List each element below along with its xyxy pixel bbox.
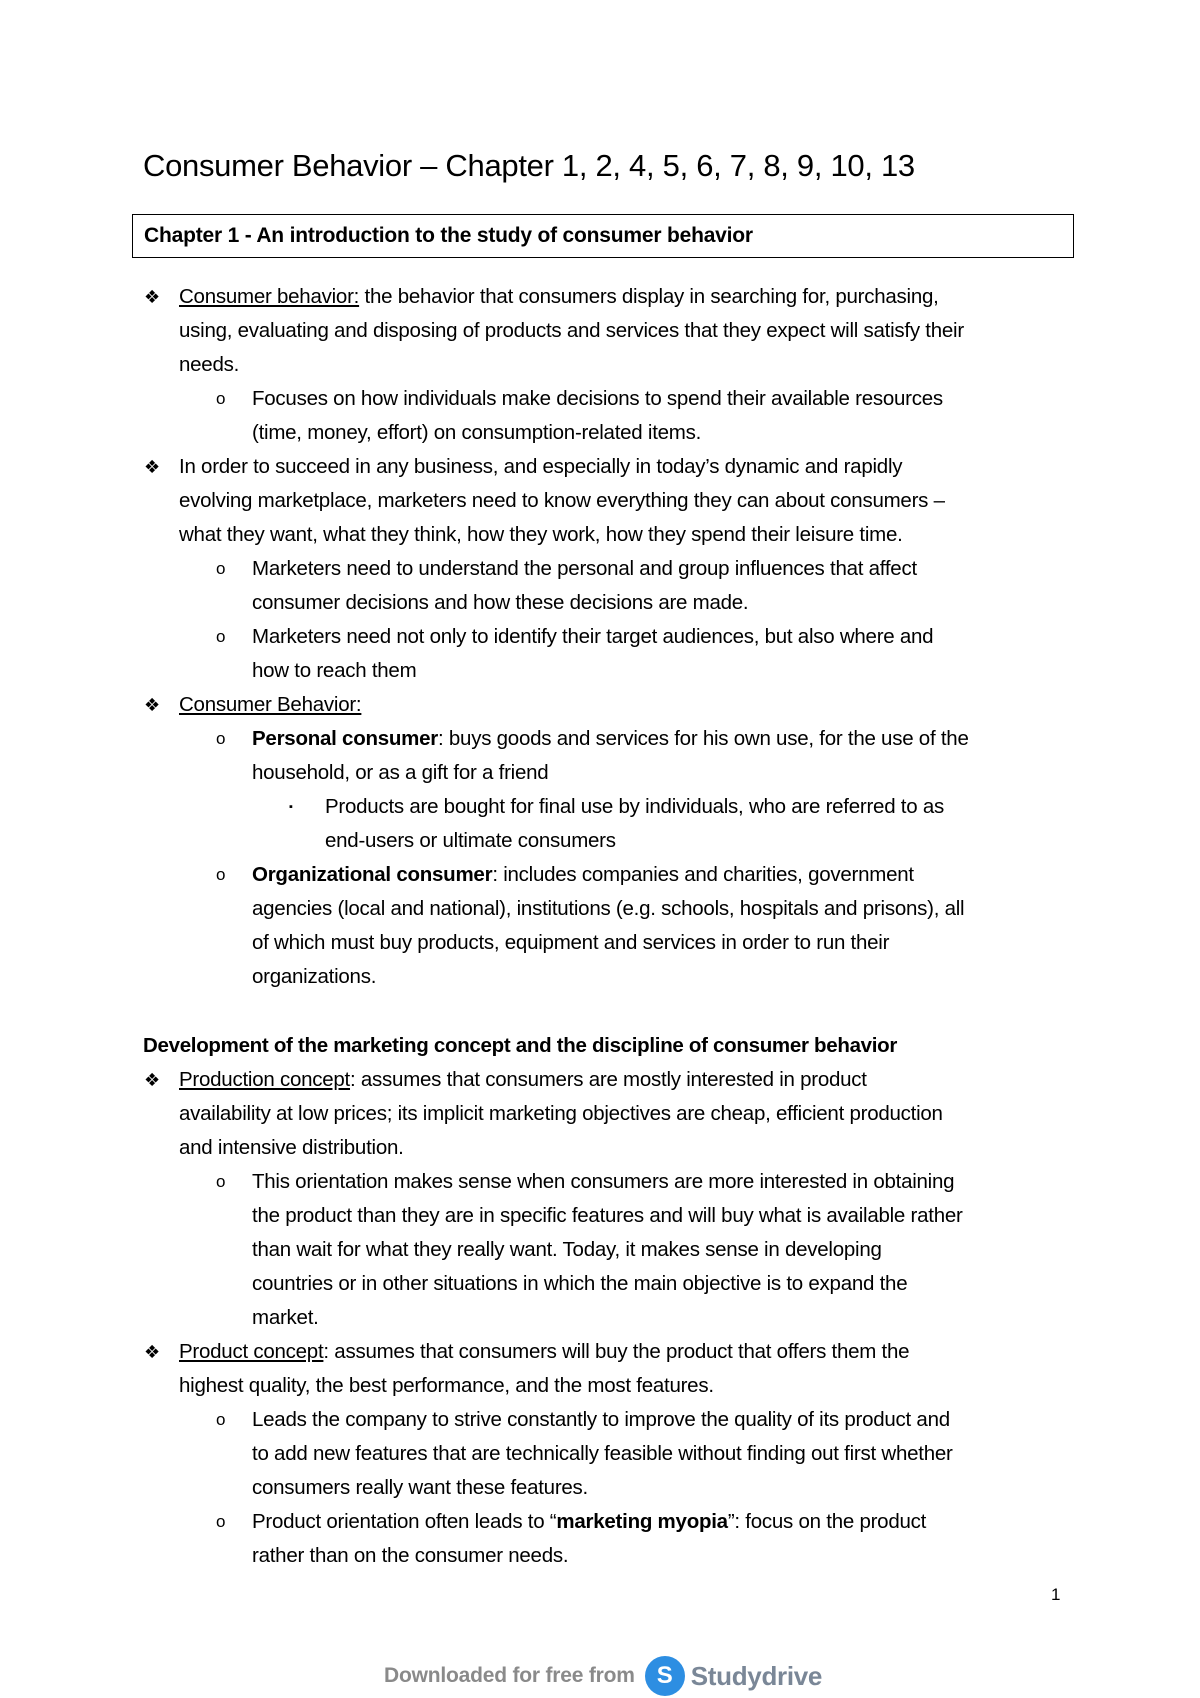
text-line: household, or as a gift for a friend <box>252 761 549 784</box>
term-consumer-behavior: Consumer behavior: <box>179 285 360 308</box>
text-line: needs. <box>179 353 240 376</box>
text-line: and intensive distribution. <box>179 1136 404 1159</box>
text-line: consumers really want these features. <box>252 1476 588 1499</box>
text-line: Products are bought for final use by individuals, who are referred to as <box>325 795 944 818</box>
text-line: : includes companies and charities, government <box>492 863 914 886</box>
text-line: what they want, what they think, how they work, how they spend their leisure time. <box>179 523 903 546</box>
diamond-bullet-icon: ❖ <box>144 1342 161 1362</box>
chapter-heading-box <box>132 214 1074 258</box>
bullet-product-concept <box>179 1337 909 1367</box>
text-line: organizations. <box>252 965 377 988</box>
text-line: (time, money, effort) on consumption-related items. <box>252 421 702 444</box>
bullet-production-concept <box>179 1065 867 1095</box>
text-line: end-users or ultimate consumers <box>325 829 616 852</box>
studydrive-download-link[interactable] <box>384 1654 822 1698</box>
bullet-organizational-consumer <box>252 860 914 890</box>
footer-download-text: Downloaded for free from <box>384 1664 635 1687</box>
text-line: Leads the company to strive constantly to improve the quality of its product and <box>252 1408 950 1431</box>
text-line: In order to succeed in any business, and especially in today’s dynamic and rapidly <box>179 455 903 478</box>
term-consumer-behavior-heading: Consumer Behavior: <box>179 693 362 716</box>
text-line: : assumes that consumers will buy the product that offers them the <box>323 1340 910 1363</box>
circle-bullet-icon: o <box>216 559 226 578</box>
circle-bullet-icon: o <box>216 1512 226 1531</box>
diamond-bullet-icon: ❖ <box>144 1070 161 1090</box>
section-heading: Development of the marketing concept and the discipline of consumer behavior <box>143 1034 898 1057</box>
text-line: of which must buy products, equipment and services in order to run their <box>252 931 890 954</box>
term-personal-consumer: Personal consumer <box>252 727 439 750</box>
text-line: rather than on the consumer needs. <box>252 1544 569 1567</box>
text-line: the product than they are in specific features and will buy what is available rather <box>252 1204 963 1227</box>
text-line: : assumes that consumers are mostly interested in product <box>350 1068 867 1091</box>
text-line: Marketers need to understand the personal and group influences that affect <box>252 557 917 580</box>
circle-bullet-icon: o <box>216 865 226 884</box>
text-line: evolving marketplace, marketers need to know everything they can about consumers – <box>179 489 945 512</box>
text-line: market. <box>252 1306 319 1329</box>
square-bullet-icon: ▪ <box>289 801 293 813</box>
text-line: using, evaluating and disposing of products and services that they expect will satisfy their <box>179 319 964 342</box>
text-line: highest quality, the best performance, and the most features. <box>179 1374 714 1397</box>
term-marketing-myopia: marketing myopia <box>556 1510 728 1533</box>
circle-bullet-icon: o <box>216 729 226 748</box>
text-line: availability at low prices; its implicit marketing objectives are cheap, efficient production <box>179 1102 943 1125</box>
studydrive-logo-icon: S <box>645 1656 685 1696</box>
bullet-consumer-behavior-definition <box>179 282 939 312</box>
studydrive-brand-name: Studydrive <box>690 1660 823 1691</box>
term-product-concept: Product concept <box>179 1340 324 1363</box>
text-line: consumer decisions and how these decisions are made. <box>252 591 749 614</box>
text-line: agencies (local and national), institutions (e.g. schools, hospitals and prisons), all <box>252 897 965 920</box>
text-line: This orientation makes sense when consumers are more interested in obtaining <box>252 1170 955 1193</box>
text-line: how to reach them <box>252 659 417 682</box>
diamond-bullet-icon: ❖ <box>144 695 161 715</box>
text-line: Product orientation often leads to “ <box>252 1510 557 1533</box>
term-organizational-consumer: Organizational consumer <box>252 863 493 886</box>
bullet-marketing-myopia <box>252 1507 926 1537</box>
circle-bullet-icon: o <box>216 389 226 408</box>
text-line: to add new features that are technically feasible without finding out first whether <box>252 1442 953 1465</box>
bullet-personal-consumer <box>252 724 969 754</box>
circle-bullet-icon: o <box>216 627 226 646</box>
text-line: Focuses on how individuals make decisions to spend their available resources <box>252 387 943 410</box>
text-line: the behavior that consumers display in searching for, purchasing, <box>359 285 939 308</box>
diamond-bullet-icon: ❖ <box>144 457 161 477</box>
text-line: countries or in other situations in which the main objective is to expand the <box>252 1272 908 1295</box>
text-line: : buys goods and services for his own use, for the use of the <box>438 727 969 750</box>
term-production-concept: Production concept <box>179 1068 351 1091</box>
text-line: Marketers need not only to identify their target audiences, but also where and <box>252 625 934 648</box>
circle-bullet-icon: o <box>216 1172 226 1191</box>
page-number: 1 <box>1051 1585 1061 1604</box>
circle-bullet-icon: o <box>216 1410 226 1429</box>
chapter-heading: Chapter 1 - An introduction to the study of consumer behavior <box>144 224 753 247</box>
text-line: ”: focus on the product <box>727 1510 927 1533</box>
text-line: than wait for what they really want. Today, it makes sense in developing <box>252 1238 882 1261</box>
document-title: Consumer Behavior – Chapter 1, 2, 4, 5, 6, 7, 8, 9, 10, 13 <box>143 148 915 183</box>
diamond-bullet-icon: ❖ <box>144 287 161 307</box>
